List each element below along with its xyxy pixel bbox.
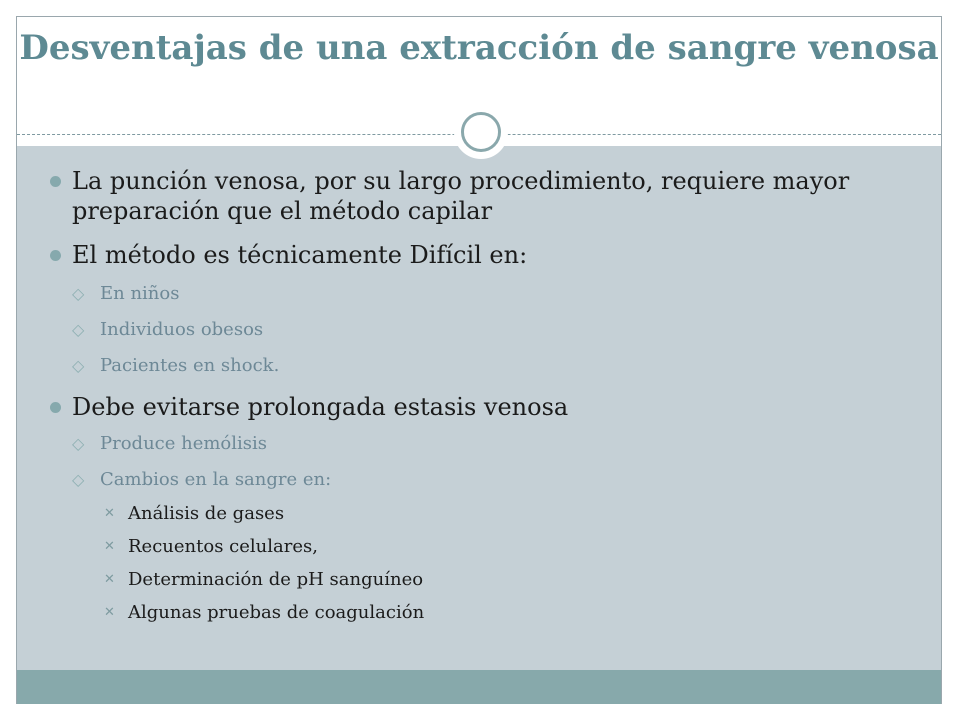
sub-sub-bullet-item [48,568,918,592]
bullet-item [48,240,918,270]
sub-bullet-text: Produce hemólisis [100,433,268,454]
bullet-text: La punción venosa, por su largo procedimiento, requiere mayor preparación que el método capilar [72,167,850,225]
sub-bullet-text: Pacientes en shock. [100,355,280,376]
filled-circle-bullet-icon [50,402,61,413]
sub-bullet-item [48,318,918,342]
slide-title: Desventajas de una extracción de sangre venosa [19,28,939,68]
bullet-list [48,166,918,625]
diamond-outline-bullet-icon: ◇ [72,320,85,339]
sub-bullet-text: Individuos obesos [100,319,264,340]
sub-sub-bullet-text: Determinación de pH sanguíneo [128,569,424,590]
x-cross-bullet-icon: ✕ [104,572,115,587]
sub-sub-bullet-text: Análisis de gases [128,503,285,524]
footer-band [17,670,941,704]
sub-bullet-text: En niños [100,283,180,304]
sub-sub-bullet-item [48,601,918,625]
x-cross-bullet-icon: ✕ [104,539,115,554]
sub-bullet-text: Cambios en la sangre en: [100,469,332,490]
bullet-text: Debe evitarse prolongada estasis venosa [72,393,569,421]
diamond-outline-bullet-icon: ◇ [72,284,85,303]
x-cross-bullet-icon: ✕ [104,605,115,620]
sub-sub-bullet-item [48,535,918,559]
sub-bullet-item [48,432,918,456]
sub-bullet-item [48,468,918,492]
bullet-item [48,392,918,422]
sub-bullet-item [48,354,918,378]
diamond-outline-bullet-icon: ◇ [72,434,85,453]
x-cross-bullet-icon: ✕ [104,506,115,521]
bullet-item [48,166,918,226]
sub-bullet-item [48,282,918,306]
filled-circle-bullet-icon [50,250,61,261]
decorative-ring-icon [461,112,501,152]
diamond-outline-bullet-icon: ◇ [72,356,85,375]
diamond-outline-bullet-icon: ◇ [72,470,85,489]
sub-sub-bullet-text: Recuentos celulares, [128,536,318,557]
sub-sub-bullet-text: Algunas pruebas de coagulación [128,602,425,623]
bullet-text: El método es técnicamente Difícil en: [72,241,528,269]
sub-sub-bullet-item [48,502,918,526]
filled-circle-bullet-icon [50,176,61,187]
